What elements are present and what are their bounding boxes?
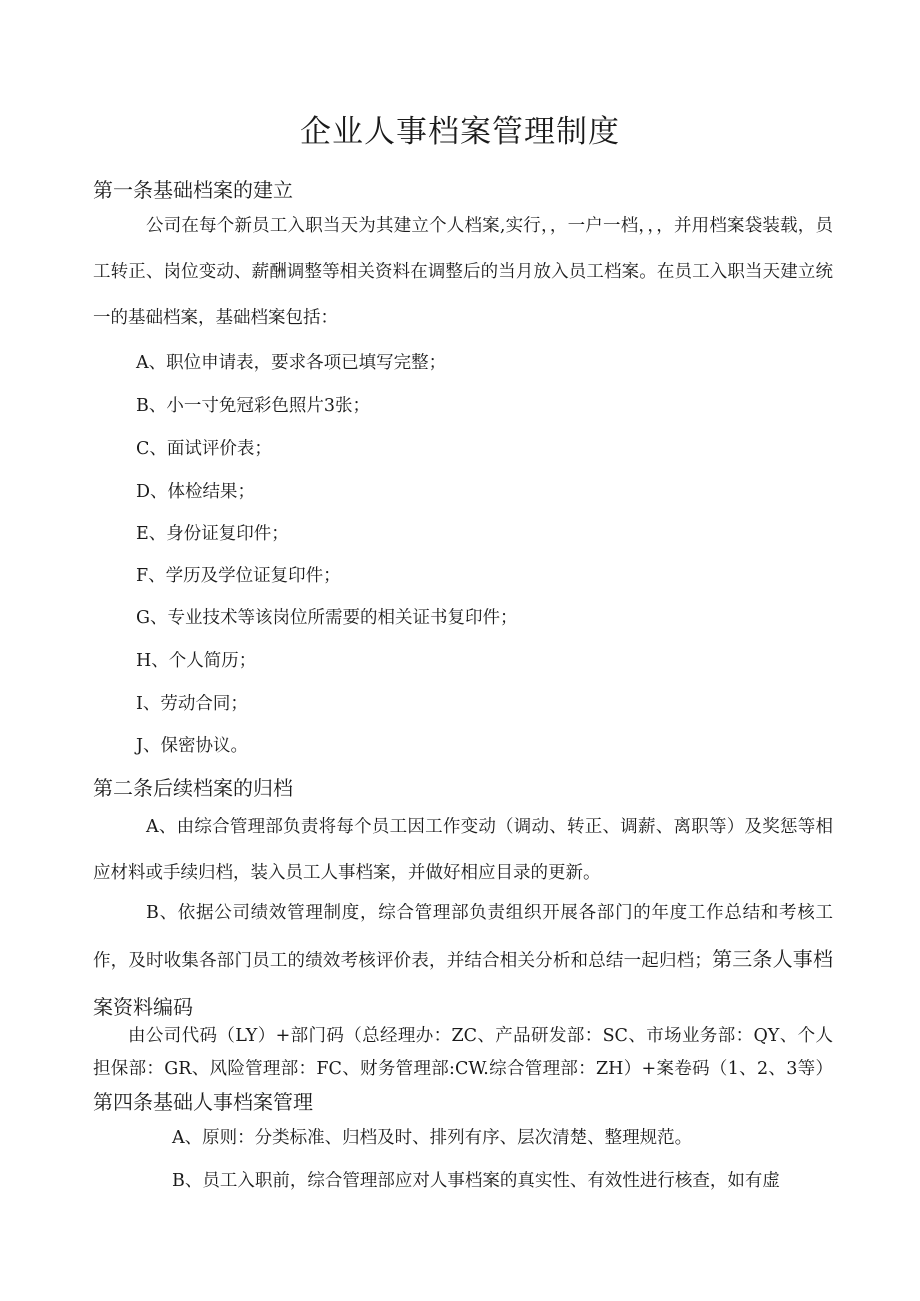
article2-paragraph-a: A、由综合管理部负责将每个员工因工作变动（调动、转正、调薪、离职等）及奖惩等相应材料或手续归档，装入员工人事档案，并做好相应目录的更新。 [93,817,833,883]
article2-heading: 第二条后续档案的归档 [93,776,293,800]
article3-paragraph-text: 由公司代码（LY）+部门码（总经理办：ZC、产品研发部：SC、市场业务部：QY、个人担保部：GR、风险管理部：FC、财务管理部:CW.综合管理部：ZH）+案卷码（1、2、3等） [93,1026,833,1079]
article1-heading: 第一条基础档案的建立 [93,178,293,202]
article1-paragraph: 公司在每个新员工入职当天为其建立个人档案,实行，，一户一档，，，并用档案袋装载，员工转正、岗位变动、薪酬调整等相关资料在调整后的当月放入员工档案。在员工入职当天建立统一的基础档案，基础档案包括： [93,216,833,328]
list-item: J、保密协议。 [136,736,249,756]
list-item: G、专业技术等该岗位所需要的相关证书复印件； [136,608,518,628]
article2-paragraph-b [93,890,833,1032]
article3-heading: 第三条人事档案资料编码 [93,947,833,1019]
article4-item-b: B、员工入职前，综合管理部应对人事档案的真实性、有效性进行核查，如有虚 [172,1171,780,1191]
article4-item-a: A、原则：分类标准、归档及时、排列有序、层次清楚、整理规范。 [172,1128,693,1148]
list-item: I、劳动合同； [136,694,248,714]
list-item: A、职位申请表，要求各项已填写完整； [136,353,447,373]
article3-paragraph [93,1020,833,1121]
list-item: B、小一寸免冠彩色照片3张； [136,396,370,416]
list-item: E、身份证复印件； [136,524,289,544]
article2-paragraph-b-text: B、依据公司绩效管理制度，综合管理部负责组织开展各部门的年度工作总结和考核工作，及时收集各部门员工的绩效考核评价表，并结合相关分析和总结一起归档； [93,903,833,971]
list-item: H、个人简历； [136,651,257,671]
article4-heading: 第四条基础人事档案管理 [93,1090,313,1114]
list-item: C、面试评价表； [136,439,272,459]
list-item: D、体检结果； [136,482,256,502]
document-title: 企业人事档案管理制度 [300,114,620,150]
list-item: F、学历及学位证复印件； [136,566,341,586]
